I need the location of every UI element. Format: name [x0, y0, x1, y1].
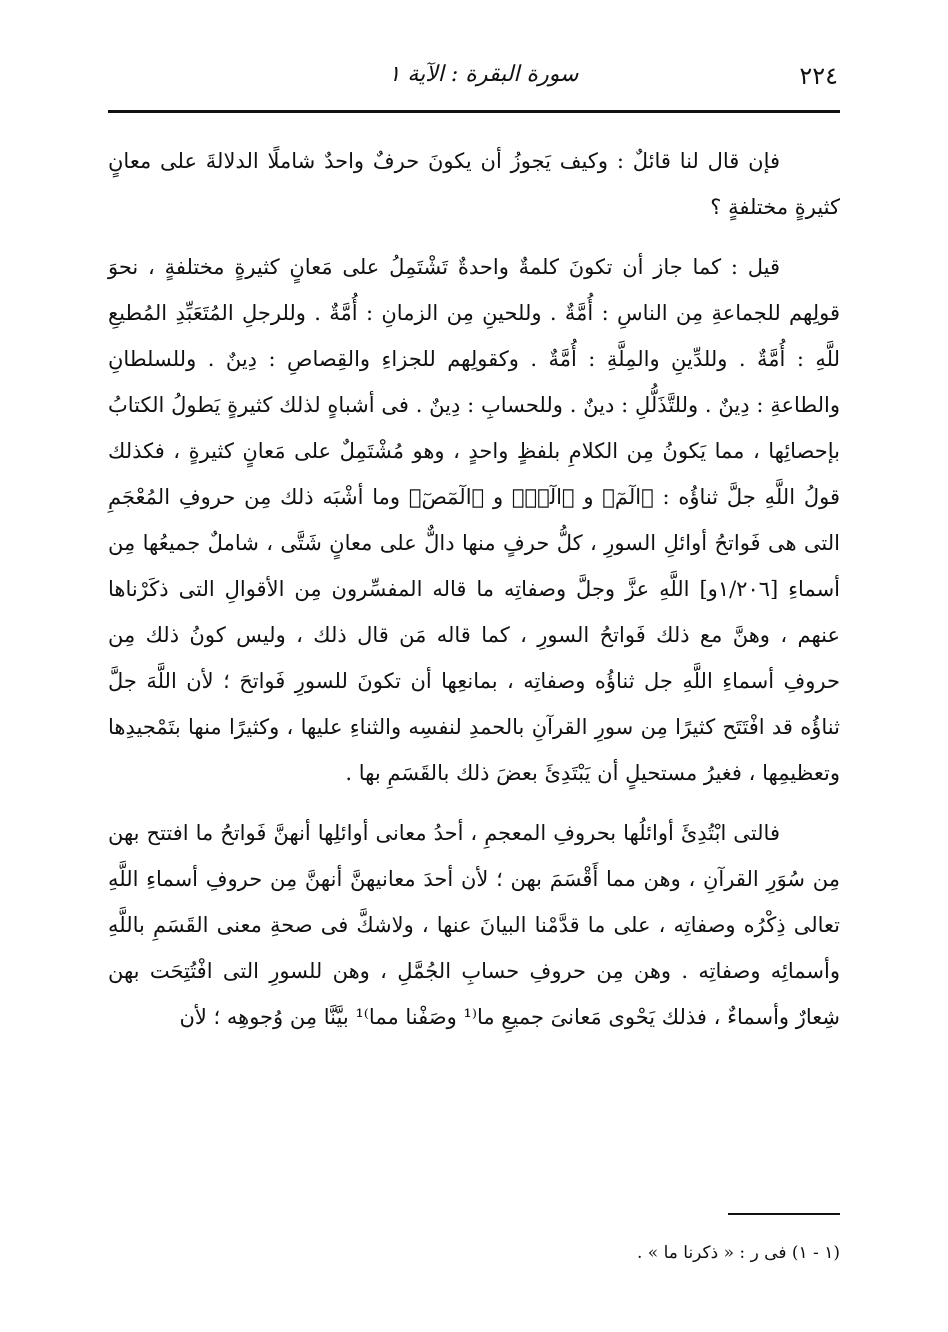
body-text: [108, 138, 840, 1040]
header-rule: [108, 110, 840, 113]
footnote-rule: [728, 1213, 840, 1215]
paragraph: فالتى ابْتُدِئَ أوائلُها بحروفِ المعجمِ ، أحدُ معانى أوائلِها أنهنَّ فَواتحُ ما افتتح بهن مِن سُوَرِ القرآنِ ، وهن مما أَقْسَمَ بهن ؛ لأن أحدَ معانيهنَّ أنهنَّ مِن حروفِ أسماءِ اللَّهِ تعالى ذِكْرُه وصفاتِه ، على ما قدَّمْنا البيانَ عنها ، ولاشكَّ فى صحةِ معنى القَسَمِ باللَّهِ وأسمائِه وصفاتِه . وهن مِن حروفِ حسابِ الجُمَّلِ ، وهن للسورِ التى افْتُتِحَت بهن شِعارٌ وأسماءٌ ، فذلك يَحْوى مَعانىَ جميعِ ما⁽¹ وصَفْنا مما⁾¹ بيَّنَّا مِن وُجوهِه ؛ لأن: [108, 821, 840, 1029]
page-header: [110, 56, 838, 96]
page-number: ٢٢٤: [799, 62, 838, 90]
paragraph: فإن قال لنا قائلٌ : وكيف يَجوزُ أن يكونَ حرفٌ واحدٌ شاملًا الدلالةَ على معانٍ كثيرةٍ مختلفةٍ ؟: [108, 149, 840, 219]
footnote: (١ - ١) فى ر : « ذكرنا ما » .: [636, 1243, 840, 1263]
running-head: سورة البقرة : الآية ١: [388, 62, 579, 87]
paragraph: قيل : كما جاز أن تكونَ كلمةٌ واحدةٌ تَشْتَمِلُ على مَعانٍ كثيرةٍ مختلفةٍ ، نحوَ قولِهم للجماعةِ مِن الناسِ : أُمَّةٌ . وللحينِ مِن الزمانِ : أُمَّةٌ . وللرجلِ المُتَعَبِّدِ المُطيعِ للَّهِ : أُمَّةٌ . وللدِّينِ والمِلَّةِ : أُمَّةٌ . وكقولِهم للجزاءِ والقِصاصِ : دِينٌ . وللسلطانِ والطاعةِ : دِينٌ . وللتَّذَلُّلِ : دينٌ . وللحسابِ : دِينٌ . فى أشباهٍ لذلك كثيرةٍ يَطولُ الكتابُ بإحصائِها ، مما يَكونُ مِن الكلامِ بلفظٍ واحدٍ ، وهو مُشْتَمِلٌ على مَعانٍ كثيرةٍ ، فكذلك قولُ اللَّهِ جلَّ ثناؤُه : ﴿الٓمٓ﴾ و ﴿الٓرۚ﴾ و ﴿الٓمٓصٓ﴾ وما أشْبَه ذلك مِن حروفِ المُعْجَمِ التى هى فَواتحُ أوائلِ السورِ ، كلُّ حرفٍ منها دالٌّ على معانٍ شَتَّى ، شاملٌ جميعُها مِن أسماءِ [١/٢٠٦و] اللَّهِ عزَّ وجلَّ وصفاتِه ما قاله المفسِّرون مِن الأقوالِ التى ذكَرْناها عنهم ، وهنَّ مع ذلك فَواتحُ السورِ ، كما قاله مَن قال ذلك ، وليس كونُ ذلك مِن حروفِ أسماءِ اللَّهِ جل ثناؤُه وصفاتِه ، بمانعِها أن تكونَ للسورِ فَواتحَ ؛ لأن اللَّهَ جلَّ ثناؤُه قد افْتَتَح كثيرًا مِن سورِ القرآنِ بالحمدِ لنفسِه والثناءِ عليها ، وكثيرًا منها بتَمْجيدِها وتعظيمِها ، فغيرُ مستحيلٍ أن يَبْتَدِئَ بعضَ ذلك بالقَسَمِ بها .: [108, 255, 840, 785]
